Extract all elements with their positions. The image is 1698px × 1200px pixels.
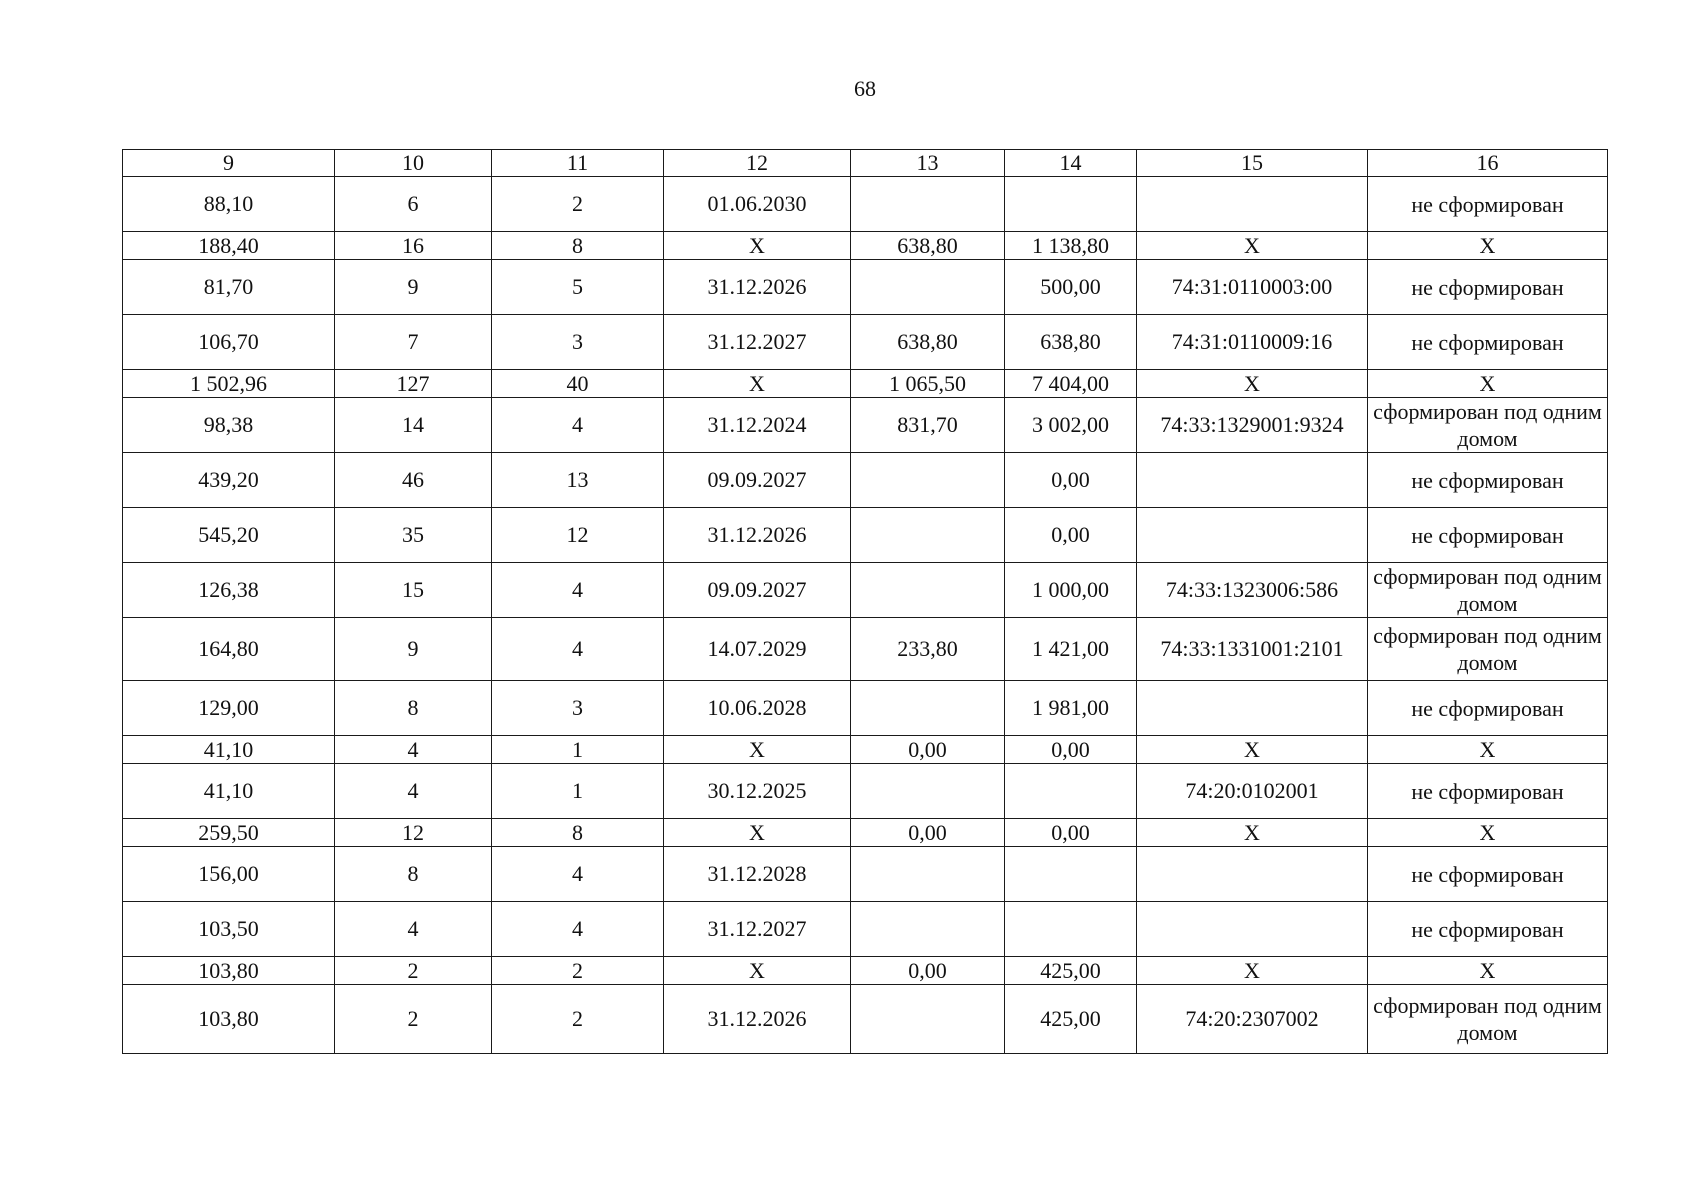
cell-col-14: 0,00	[1005, 819, 1137, 847]
column-header: 13	[851, 150, 1005, 177]
cell-col-15	[1137, 681, 1368, 736]
cell-col-13	[851, 764, 1005, 819]
cell-col-14: 500,00	[1005, 260, 1137, 315]
cell-col-13	[851, 847, 1005, 902]
cell-col-16: не сформирован	[1368, 847, 1608, 902]
cell-col-14: 0,00	[1005, 453, 1137, 508]
cell-col-16: не сформирован	[1368, 453, 1608, 508]
column-header: 9	[123, 150, 335, 177]
cell-col-12: 09.09.2027	[664, 453, 851, 508]
cell-col-15	[1137, 453, 1368, 508]
cell-col-16: сформирован под одним домом	[1368, 398, 1608, 453]
cell-col-10: 2	[335, 957, 492, 985]
cell-col-10: 7	[335, 315, 492, 370]
cell-col-11: 2	[492, 957, 664, 985]
cell-col-12: X	[664, 819, 851, 847]
cell-col-10: 46	[335, 453, 492, 508]
cell-col-9: 103,50	[123, 902, 335, 957]
page-number: 68	[854, 76, 876, 101]
cell-col-16: не сформирован	[1368, 681, 1608, 736]
cell-col-12: 31.12.2028	[664, 847, 851, 902]
cell-col-12: X	[664, 370, 851, 398]
cell-col-9: 1 502,96	[123, 370, 335, 398]
cell-col-15: 74:33:1331001:2101	[1137, 618, 1368, 681]
cell-col-9: 41,10	[123, 736, 335, 764]
cell-col-16: не сформирован	[1368, 315, 1608, 370]
cell-col-10: 14	[335, 398, 492, 453]
cell-col-15	[1137, 902, 1368, 957]
table-row	[123, 453, 1608, 508]
cell-col-14: 1 000,00	[1005, 563, 1137, 618]
cell-col-11: 40	[492, 370, 664, 398]
cell-col-12: 31.12.2027	[664, 902, 851, 957]
cell-col-15: X	[1137, 370, 1368, 398]
column-header: 16	[1368, 150, 1608, 177]
table-body	[123, 150, 1608, 1054]
cell-col-12: 09.09.2027	[664, 563, 851, 618]
cell-col-12: 01.06.2030	[664, 177, 851, 232]
cell-col-9: 439,20	[123, 453, 335, 508]
cell-col-16: X	[1368, 370, 1608, 398]
cell-col-16: не сформирован	[1368, 902, 1608, 957]
cell-col-9: 98,38	[123, 398, 335, 453]
cell-col-16: не сформирован	[1368, 260, 1608, 315]
cell-col-11: 13	[492, 453, 664, 508]
cell-col-13: 1 065,50	[851, 370, 1005, 398]
cell-col-9: 129,00	[123, 681, 335, 736]
cell-col-13: 638,80	[851, 315, 1005, 370]
cell-col-13	[851, 985, 1005, 1054]
cell-col-10: 15	[335, 563, 492, 618]
registry-table	[122, 149, 1608, 1054]
cell-col-10: 8	[335, 681, 492, 736]
cell-col-10: 127	[335, 370, 492, 398]
cell-col-9: 545,20	[123, 508, 335, 563]
cell-col-13	[851, 902, 1005, 957]
column-header: 11	[492, 150, 664, 177]
cell-col-16: X	[1368, 957, 1608, 985]
cell-col-14	[1005, 177, 1137, 232]
cell-col-9: 156,00	[123, 847, 335, 902]
table-row	[123, 819, 1608, 847]
cell-col-15: X	[1137, 957, 1368, 985]
cell-col-10: 16	[335, 232, 492, 260]
cell-col-9: 103,80	[123, 985, 335, 1054]
cell-col-13	[851, 508, 1005, 563]
cell-col-11: 5	[492, 260, 664, 315]
cell-col-11: 1	[492, 764, 664, 819]
cell-col-11: 4	[492, 398, 664, 453]
cell-col-12: 30.12.2025	[664, 764, 851, 819]
table-row	[123, 260, 1608, 315]
cell-col-13: 233,80	[851, 618, 1005, 681]
cell-col-12: X	[664, 736, 851, 764]
cell-col-15: X	[1137, 736, 1368, 764]
table-row	[123, 370, 1608, 398]
cell-col-15: 74:20:2307002	[1137, 985, 1368, 1054]
cell-col-10: 6	[335, 177, 492, 232]
column-header: 14	[1005, 150, 1137, 177]
table-row	[123, 736, 1608, 764]
cell-col-12: X	[664, 232, 851, 260]
cell-col-14	[1005, 764, 1137, 819]
cell-col-14: 1 981,00	[1005, 681, 1137, 736]
cell-col-9: 126,38	[123, 563, 335, 618]
cell-col-11: 3	[492, 315, 664, 370]
cell-col-14: 3 002,00	[1005, 398, 1137, 453]
column-header: 12	[664, 150, 851, 177]
table-row	[123, 398, 1608, 453]
cell-col-11: 4	[492, 618, 664, 681]
cell-col-11: 8	[492, 232, 664, 260]
cell-col-15	[1137, 177, 1368, 232]
cell-col-10: 9	[335, 260, 492, 315]
cell-col-11: 4	[492, 902, 664, 957]
cell-col-11: 1	[492, 736, 664, 764]
cell-col-14: 425,00	[1005, 957, 1137, 985]
table-row	[123, 957, 1608, 985]
table-row	[123, 847, 1608, 902]
cell-col-9: 259,50	[123, 819, 335, 847]
cell-col-15: 74:33:1329001:9324	[1137, 398, 1368, 453]
cell-col-16: X	[1368, 819, 1608, 847]
cell-col-10: 35	[335, 508, 492, 563]
column-header: 15	[1137, 150, 1368, 177]
table-row	[123, 563, 1608, 618]
cell-col-9: 164,80	[123, 618, 335, 681]
cell-col-16: X	[1368, 736, 1608, 764]
cell-col-15: 74:33:1323006:586	[1137, 563, 1368, 618]
cell-col-13: 0,00	[851, 736, 1005, 764]
cell-col-13	[851, 177, 1005, 232]
cell-col-13	[851, 681, 1005, 736]
cell-col-16: не сформирован	[1368, 508, 1608, 563]
cell-col-12: 31.12.2026	[664, 260, 851, 315]
cell-col-13: 638,80	[851, 232, 1005, 260]
table-row	[123, 177, 1608, 232]
cell-col-12: 31.12.2026	[664, 508, 851, 563]
table-row	[123, 232, 1608, 260]
cell-col-15: 74:31:0110009:16	[1137, 315, 1368, 370]
cell-col-11: 3	[492, 681, 664, 736]
cell-col-13: 831,70	[851, 398, 1005, 453]
cell-col-12: 14.07.2029	[664, 618, 851, 681]
cell-col-9: 106,70	[123, 315, 335, 370]
cell-col-16: сформирован под одним домом	[1368, 618, 1608, 681]
cell-col-16: сформирован под одним домом	[1368, 985, 1608, 1054]
cell-col-9: 103,80	[123, 957, 335, 985]
cell-col-11: 4	[492, 563, 664, 618]
table-row	[123, 618, 1608, 681]
cell-col-13: 0,00	[851, 819, 1005, 847]
cell-col-15: 74:31:0110003:00	[1137, 260, 1368, 315]
cell-col-16: не сформирован	[1368, 764, 1608, 819]
cell-col-10: 9	[335, 618, 492, 681]
cell-col-11: 2	[492, 985, 664, 1054]
cell-col-14: 425,00	[1005, 985, 1137, 1054]
cell-col-14	[1005, 902, 1137, 957]
cell-col-14: 1 138,80	[1005, 232, 1137, 260]
cell-col-10: 12	[335, 819, 492, 847]
column-header: 10	[335, 150, 492, 177]
cell-col-14	[1005, 847, 1137, 902]
cell-col-13	[851, 453, 1005, 508]
cell-col-13	[851, 260, 1005, 315]
cell-col-13: 0,00	[851, 957, 1005, 985]
table-row	[123, 508, 1608, 563]
cell-col-11: 2	[492, 177, 664, 232]
cell-col-10: 8	[335, 847, 492, 902]
cell-col-9: 41,10	[123, 764, 335, 819]
cell-col-12: X	[664, 957, 851, 985]
cell-col-16: X	[1368, 232, 1608, 260]
cell-col-12: 31.12.2027	[664, 315, 851, 370]
cell-col-14: 0,00	[1005, 508, 1137, 563]
cell-col-10: 4	[335, 736, 492, 764]
cell-col-14: 638,80	[1005, 315, 1137, 370]
table-row	[123, 764, 1608, 819]
cell-col-11: 4	[492, 847, 664, 902]
cell-col-13	[851, 563, 1005, 618]
cell-col-11: 12	[492, 508, 664, 563]
cell-col-12: 31.12.2026	[664, 985, 851, 1054]
cell-col-9: 188,40	[123, 232, 335, 260]
cell-col-12: 10.06.2028	[664, 681, 851, 736]
cell-col-11: 8	[492, 819, 664, 847]
cell-col-14: 0,00	[1005, 736, 1137, 764]
table-row	[123, 681, 1608, 736]
table-row	[123, 315, 1608, 370]
cell-col-15: X	[1137, 819, 1368, 847]
cell-col-15	[1137, 508, 1368, 563]
cell-col-15	[1137, 847, 1368, 902]
cell-col-9: 81,70	[123, 260, 335, 315]
cell-col-15: X	[1137, 232, 1368, 260]
table-row	[123, 902, 1608, 957]
cell-col-16: не сформирован	[1368, 177, 1608, 232]
cell-col-16: сформирован под одним домом	[1368, 563, 1608, 618]
cell-col-15: 74:20:0102001	[1137, 764, 1368, 819]
header-row	[123, 150, 1608, 177]
cell-col-10: 2	[335, 985, 492, 1054]
cell-col-12: 31.12.2024	[664, 398, 851, 453]
table-row	[123, 985, 1608, 1054]
cell-col-14: 1 421,00	[1005, 618, 1137, 681]
cell-col-9: 88,10	[123, 177, 335, 232]
cell-col-14: 7 404,00	[1005, 370, 1137, 398]
cell-col-10: 4	[335, 902, 492, 957]
cell-col-10: 4	[335, 764, 492, 819]
